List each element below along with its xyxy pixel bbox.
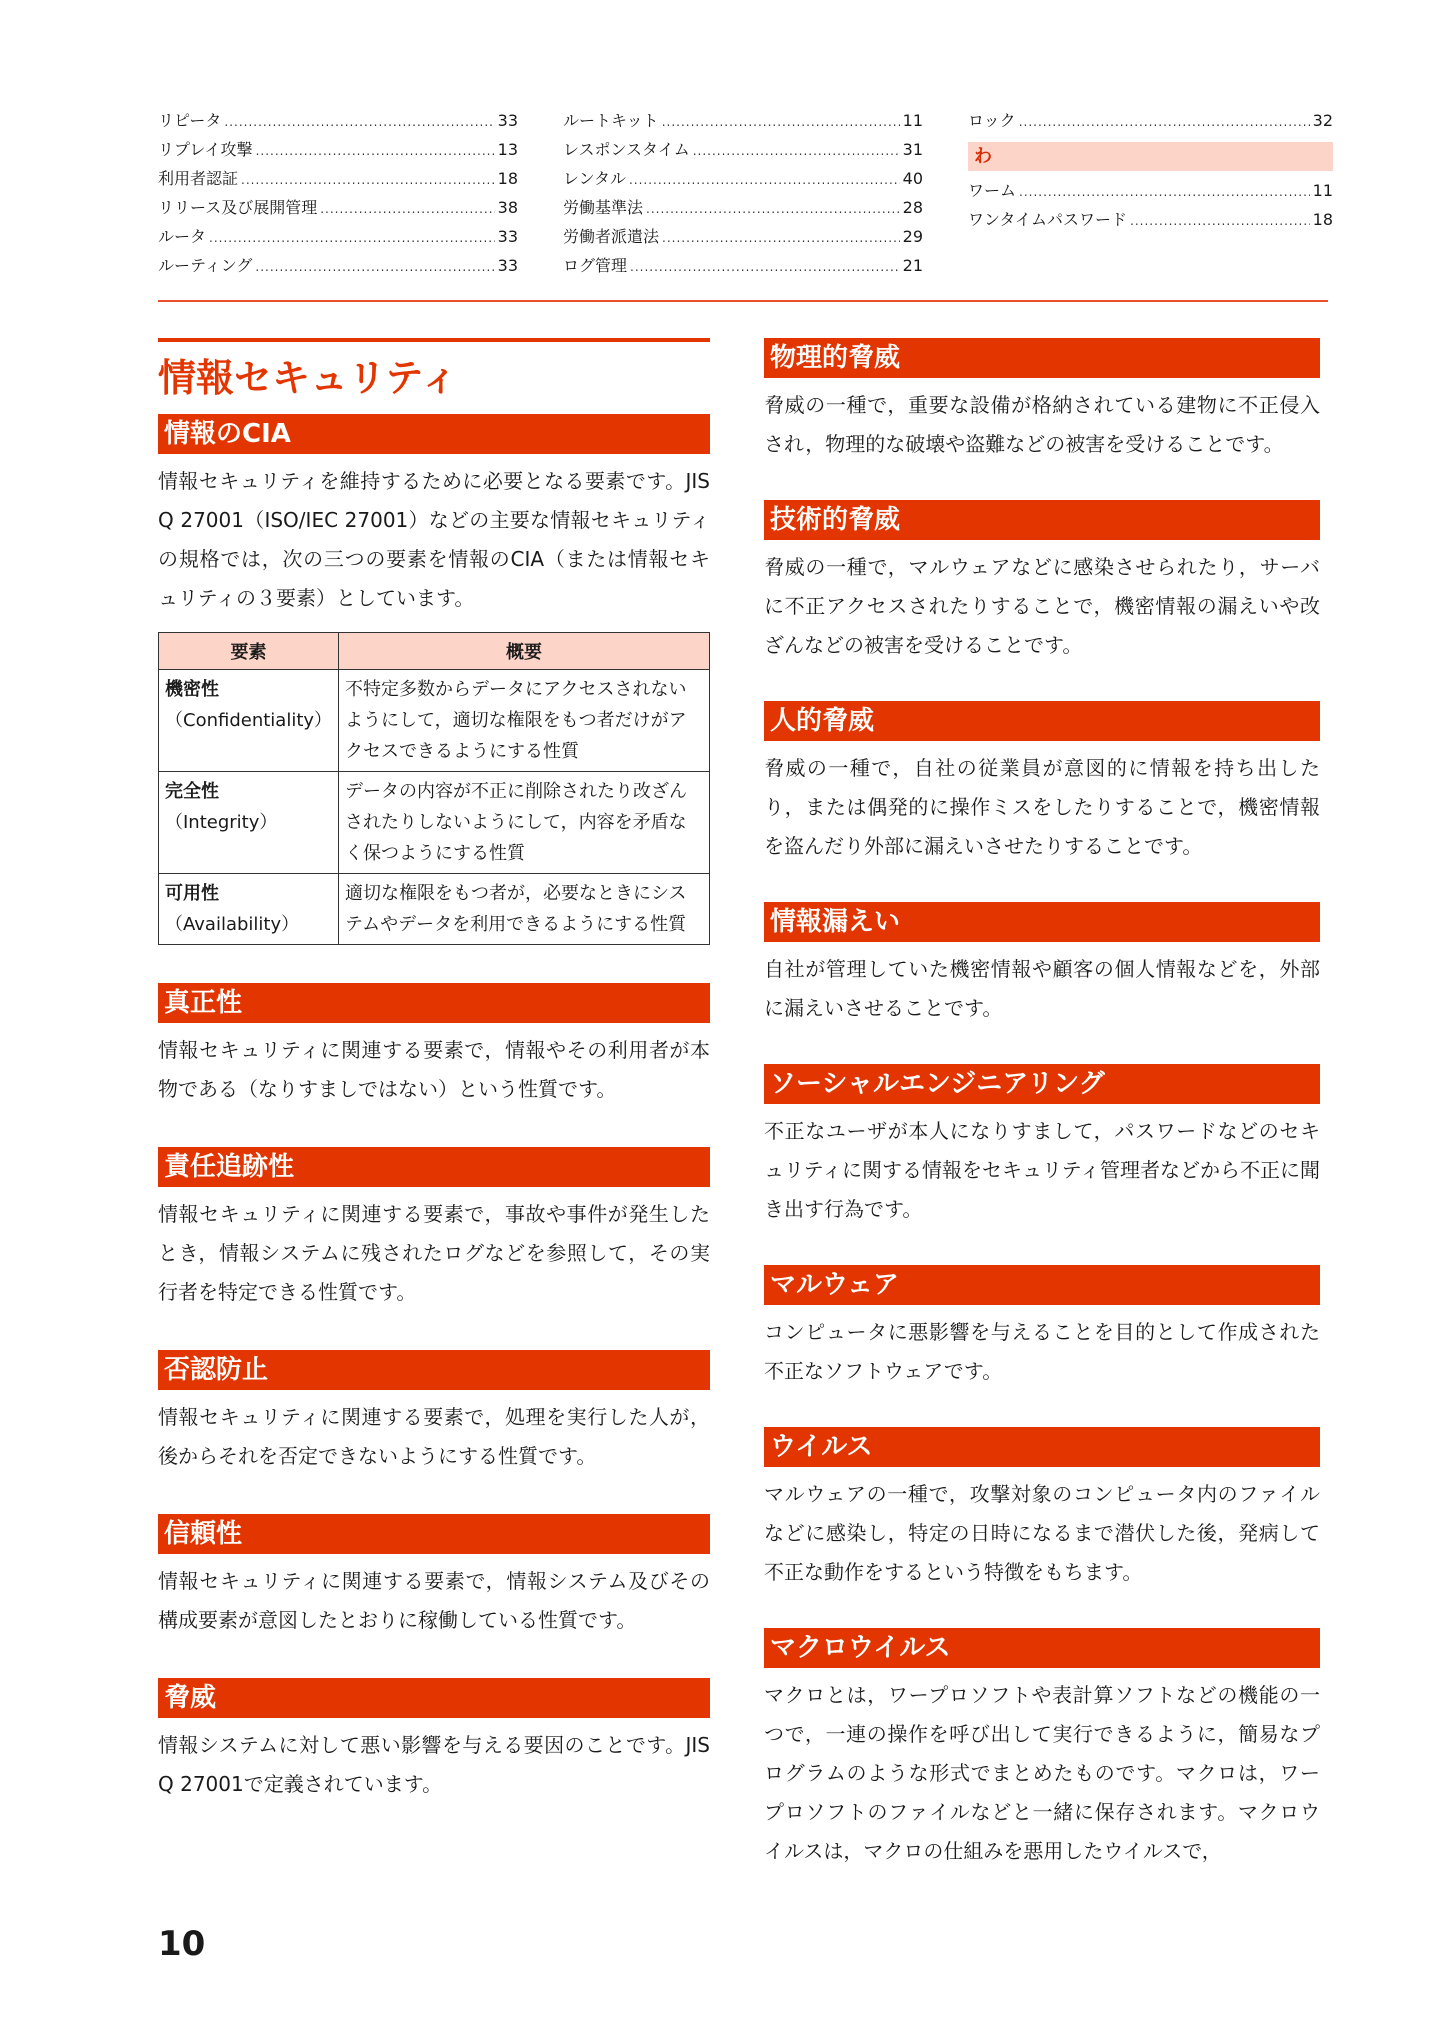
index-column-3 (968, 108, 1333, 282)
index-entry: 労働基準法 ..... 28 (563, 195, 923, 224)
index-entry: レンタル ..... 40 (563, 166, 923, 195)
cia-table (158, 632, 710, 945)
table-header-row (159, 633, 710, 670)
section-authenticity (158, 983, 710, 1109)
section-text: 脅威の一種で，重要な設備が格納されている建物に不正侵入され，物理的な破壊や盗難などの被害を受けることです。 (764, 393, 1320, 456)
index-entry: レスポンスタイム ..... 31 (563, 137, 923, 166)
index-entry: 利用者認証 ..... 18 (158, 166, 518, 195)
index-entry: リピータ ..... 33 (158, 108, 518, 137)
chapter-title: 情報セキュリティ (158, 356, 459, 400)
section-social-engineering (764, 1064, 1320, 1229)
index-entry: ワーム ..... 11 (968, 178, 1333, 207)
index-entry: ルーティング ..... 33 (158, 253, 518, 282)
section-information-leak (764, 902, 1320, 1028)
table-cell-term: 可用性 （Availability） (159, 874, 339, 945)
index-entry: ルータ ..... 33 (158, 224, 518, 253)
section-virus (764, 1427, 1320, 1592)
section-heading: 情報漏えい (764, 902, 1320, 942)
left-column (158, 338, 710, 1842)
table-header: 要素 (159, 633, 339, 670)
section-text: 脅威の一種で，自社の従業員が意図的に情報を持ち出したり，または偶発的に操作ミスをしたりすることで，機密情報を盗んだり外部に漏えいさせたりすることです。 (764, 756, 1320, 858)
section-heading: 信頼性 (158, 1514, 710, 1554)
section-text: 情報システムに対して悪い影響を与える要因のことです。JIS Q 27001で定義されています。 (158, 1733, 710, 1796)
section-technical-threat (764, 500, 1320, 665)
table-cell-desc: 不特定多数からデータにアクセスされないようにして，適切な権限をもつ者だけがアクセスできるようにする性質 (339, 670, 710, 772)
section-heading: ウイルス (764, 1427, 1320, 1467)
title-rule (158, 338, 710, 342)
index-divider (158, 300, 1328, 302)
section-heading: 脅威 (158, 1678, 710, 1718)
table-row (159, 874, 710, 945)
index-column-2 (563, 108, 923, 282)
table-cell-desc: データの内容が不正に削除されたり改ざんされたりしないようにして，内容を矛盾なく保つようにする性質 (339, 772, 710, 874)
table-row (159, 670, 710, 772)
index-entry: リリース及び展開管理 ..... 38 (158, 195, 518, 224)
section-heading: 人的脅威 (764, 701, 1320, 741)
section-heading: マクロウイルス (764, 1628, 1320, 1668)
section-heading: 物理的脅威 (764, 338, 1320, 378)
table-row (159, 772, 710, 874)
index-entry: ワンタイムパスワード ..... 18 (968, 207, 1333, 236)
index-entry: リプレイ攻撃 ..... 13 (158, 137, 518, 166)
index-entry: ルートキット ..... 11 (563, 108, 923, 137)
section-heading: 責任追跡性 (158, 1147, 710, 1187)
section-macro-virus (764, 1628, 1320, 1871)
section-reliability (158, 1514, 710, 1640)
section-text: 情報セキュリティに関連する要素で，事故や事件が発生したとき，情報システムに残されたログなどを参照して，その実行者を特定できる性質です。 (158, 1202, 710, 1304)
page-number: 10 (158, 1924, 206, 1964)
index-entry: ロック ..... 32 (968, 108, 1333, 137)
section-text: 情報セキュリティに関連する要素で，処理を実行した人が，後からそれを否定できないようにする性質です。 (158, 1405, 710, 1468)
section-accountability (158, 1147, 710, 1312)
section-heading: 真正性 (158, 983, 710, 1023)
section-heading: 情報のCIA (158, 414, 710, 454)
section-text: 不正なユーザが本人になりすまして，パスワードなどのセキュリティに関する情報をセキュリティ管理者などから不正に聞き出す行為です。 (764, 1119, 1320, 1221)
section-heading: 技術的脅威 (764, 500, 1320, 540)
index-list (158, 108, 1333, 282)
section-heading: 否認防止 (158, 1350, 710, 1390)
section-threat (158, 1678, 710, 1804)
section-text: 情報セキュリティに関連する要素で，情報システム及びその構成要素が意図したとおりに稼働している性質です。 (158, 1569, 710, 1632)
section-text: 情報セキュリティに関連する要素で，情報やその利用者が本物である（なりすましではない）という性質です。 (158, 1038, 710, 1101)
section-human-threat (764, 701, 1320, 866)
index-section-heading: わ (968, 142, 1333, 171)
table-cell-term: 機密性 （Confidentiality） (159, 670, 339, 772)
section-text: コンピュータに悪影響を与えることを目的として作成された不正なソフトウェアです。 (764, 1320, 1320, 1383)
section-physical-threat (764, 338, 1320, 464)
section-text: 脅威の一種で，マルウェアなどに感染させられたり，サーバに不正アクセスされたりすることで，機密情報の漏えいや改ざんなどの被害を受けることです。 (764, 555, 1320, 657)
section-text: 自社が管理していた機密情報や顧客の個人情報などを，外部に漏えいさせることです。 (764, 957, 1320, 1020)
index-entry: 労働者派遣法 ..... 29 (563, 224, 923, 253)
section-text: マクロとは，ワープロソフトや表計算ソフトなどの機能の一つで，一連の操作を呼び出して実行できるように，簡易なプログラムのような形式でまとめたものです。マクロは，ワープロソフトのファイルなどと一緒に保存されます。マクロウイルスは，マクロの仕組みを悪用したウイルスで， (764, 1683, 1320, 1863)
section-text: マルウェアの一種で，攻撃対象のコンピュータ内のファイルなどに感染し，特定の日時になるまで潜伏した後，発病して不正な動作をするという特徴をもちます。 (764, 1482, 1320, 1584)
right-column (764, 338, 1320, 1907)
section-cia (158, 414, 710, 945)
section-heading: マルウェア (764, 1265, 1320, 1305)
section-non-repudiation (158, 1350, 710, 1476)
table-cell-term: 完全性 （Integrity） (159, 772, 339, 874)
index-entry: ログ管理 ..... 21 (563, 253, 923, 282)
table-header: 概要 (339, 633, 710, 670)
section-malware (764, 1265, 1320, 1391)
table-cell-desc: 適切な権限をもつ者が，必要なときにシステムやデータを利用できるようにする性質 (339, 874, 710, 945)
section-heading: ソーシャルエンジニアリング (764, 1064, 1320, 1104)
section-text: 情報セキュリティを維持するために必要となる要素です。JIS Q 27001（ISO/IEC 27001）などの主要な情報セキュリティの規格では，次の三つの要素を情報のCIA（または情報セキュリティの３要素）としています。 (158, 469, 710, 610)
index-column-1 (158, 108, 518, 282)
